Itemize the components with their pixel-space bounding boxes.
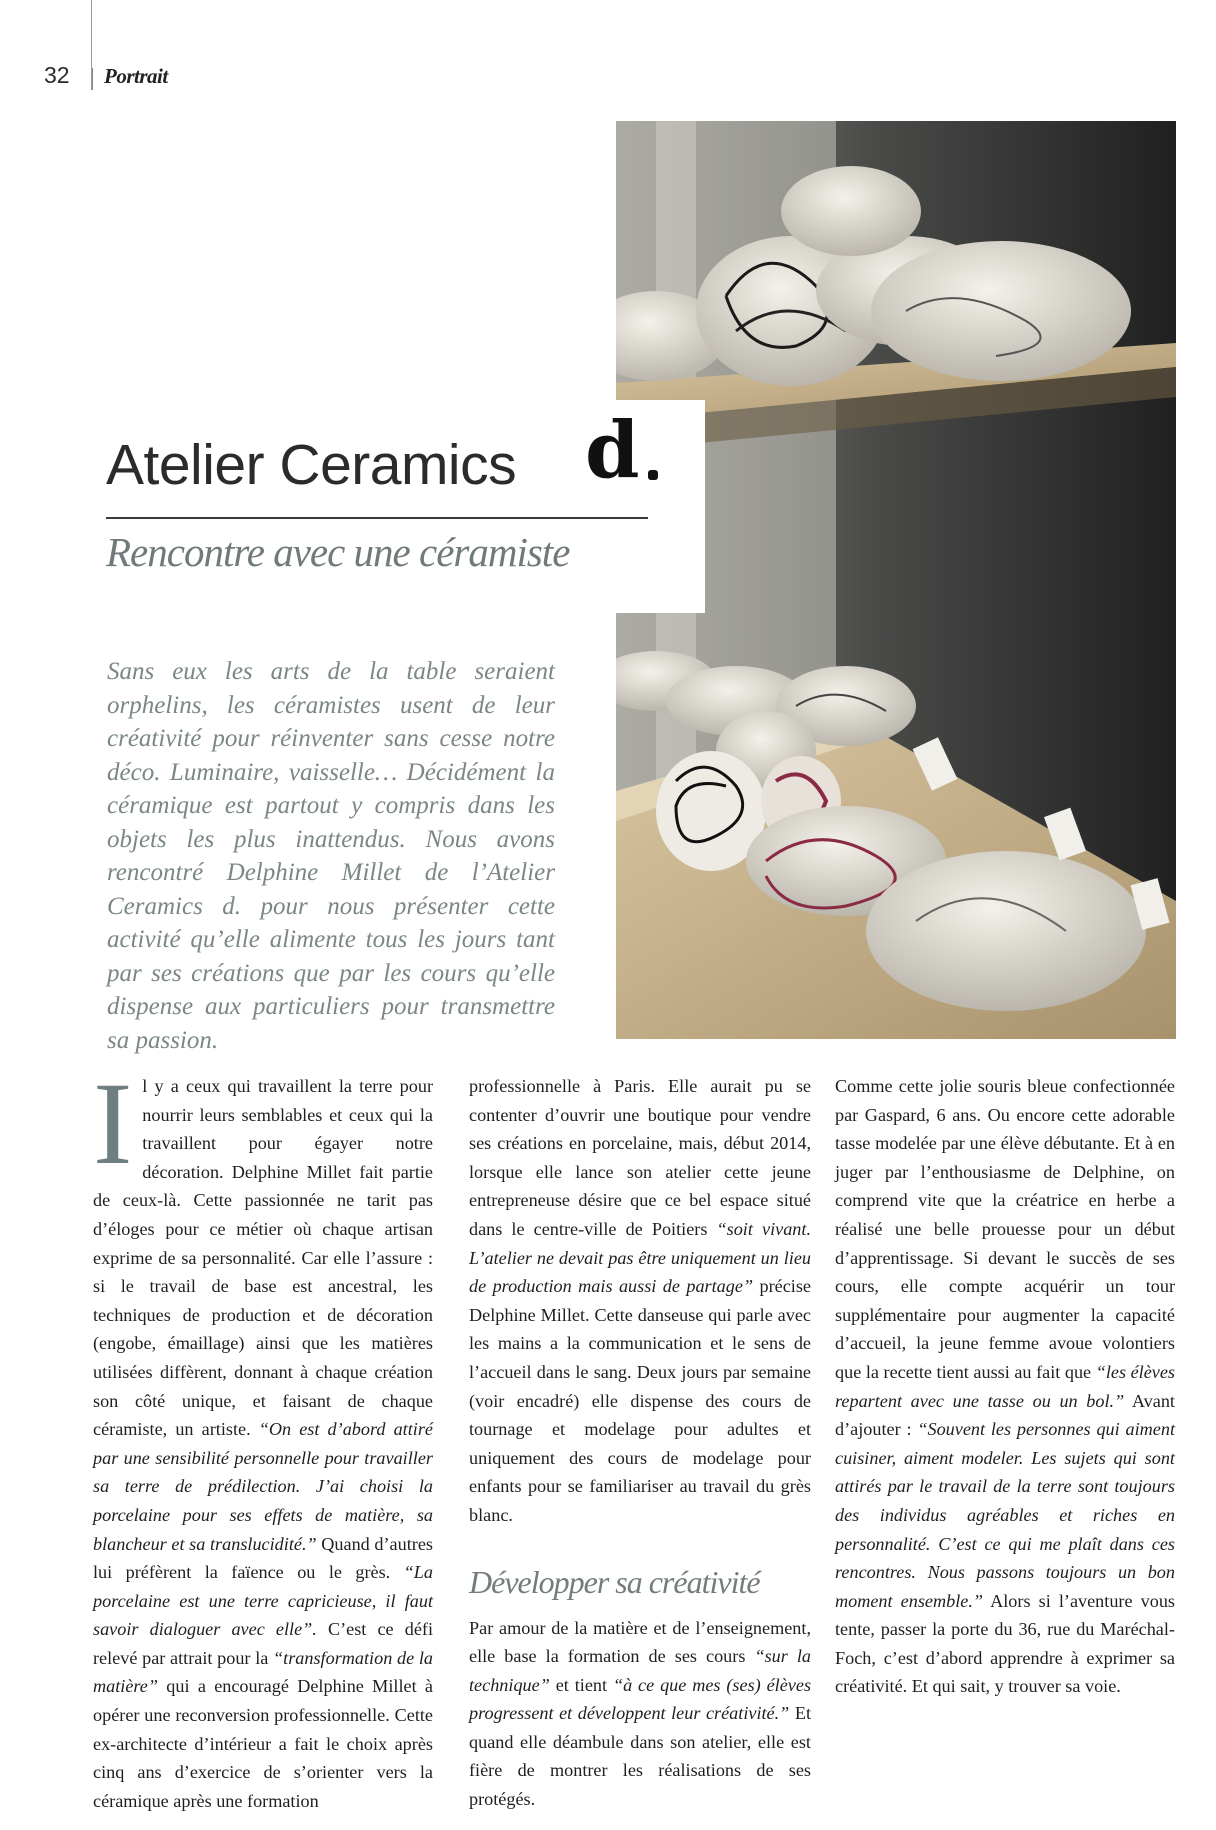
col3-quote-2: “Souvent les personnes qui aiment cuisiner, aiment modeler. Les sujets qui sont attirés par le travail de la terre sont toujours des individus agréables et riches en personnalité. C’est ce qui me plaît dans ces rencontres. Nous passons toujours un bon moment ensemble.” <box>835 1419 1176 1611</box>
article-title: Atelier Ceramics <box>106 433 517 497</box>
col2-text-4: et tient <box>555 1674 608 1695</box>
body-column-2 <box>469 1072 811 1814</box>
article-intro: Sans eux les arts de la table seraient orphelins, les céramistes usent de leur créativité pour réinventer sans cesse notre déco. Luminaire, vaisselle… Décidément la céramique est partout y compris dans les objets les plus inattendus. Nous avons rencontré Delphine Millet de l’Atelier Ceramics d. pour nous présenter cette activité qu’elle alimente tous les jours tant par ses créations que par les cours qu’elle dispense aux particuliers pour transmettre sa passion. <box>107 658 555 1054</box>
header-separator <box>92 68 93 90</box>
logo-dot <box>648 470 658 480</box>
col1-text-1: l y a ceux qui travaillent la terre pour nourrir leurs semblables et ceux qui la travaillent pour égayer notre décoration. Delphine Millet fait partie de ceux-là. Cette passionnée ne tarit pas d’éloges pour ce métier où chaque artisan exprime de sa personnalité. Car elle l’assure : si le travail de base est ancestral, les techniques de production et de décoration (engobe, émaillage) ainsi que les matières utilisées diffèrent, donnant à chaque création son côté unique, et faisant de chaque céramiste, un artiste. <box>93 1076 433 1440</box>
col1-quote-1: “On est d’abord attiré par une sensibilité personnelle pour travailler sa terre de prédilection. J’ai choisi la porcelaine pour ses effets de matière, sa blancheur et sa translucidité.” <box>93 1419 433 1554</box>
col2-text-3: Par amour de la matière et de l’enseignement, elle base la formation de ses cours <box>469 1617 811 1667</box>
col2-quote-1: “soit vivant. L’atelier ne devait pas être uniquement un lieu de production mais aussi de partage” <box>469 1218 811 1297</box>
section-label: Portrait <box>104 64 168 88</box>
col2-text-5: Et quand elle déambule dans son atelier, elle est fière de montrer les réalisations de ses protégés. <box>469 1703 811 1810</box>
logo-letter-d: d <box>585 405 640 496</box>
drop-cap: I <box>93 1058 133 1189</box>
title-rule <box>106 517 648 519</box>
col2-text-1: professionnelle à Paris. Elle aurait pu se contenter d’ouvrir une boutique pour vendre ses créations en porcelaine, mais, début 2014, lorsque elle lance son atelier cette jeune entrepreneuse désire que ce bel espace situé dans le centre-ville de Poitiers <box>469 1076 811 1239</box>
section-heading: Développer sa créativité <box>469 1563 760 1600</box>
col2-text-2: précise Delphine Millet. Cette danseuse qui parle avec les mains a la communication et le sens de l’accueil dans le sang. Deux jours par semaine (voir encadré) elle dispense des cours de tournage et modelage pour adultes et uniquement des cours de modelage pour enfants pour se familiariser au travail du grès blanc. <box>469 1276 811 1525</box>
col1-quote-3: “transformation de la matière” <box>93 1647 433 1697</box>
col3-text-1: Comme cette jolie souris bleue confectionnée par Gaspard, 6 ans. Ou encore cette adorable tasse modelée par une élève débutante. Et à en juger par l’enthousiasme de Delphine, on comprend vite que la créatrice en herbe a réalisé une belle prouesse pour un début d’apprentissage. Si devant le succès de ses cours, elle compte acquérir un tour supplémentaire pour augmenter la capacité d’accueil, la jeune femme avoue volontiers que la recette tient aussi au fait que <box>835 1076 1175 1382</box>
col2-quote-2: “sur la technique” <box>469 1646 812 1695</box>
body-column-3 <box>835 1072 1175 1701</box>
col3-text-3: Alors si l’aventure vous tente, passer la porte du 36, rue du Maréchal-Foch, c’est d’abord apprendre à exprimer sa créativité. Et qui sait, y trouver sa voie. <box>835 1590 1176 1697</box>
col1-text-2: Quand d’autres lui préfèrent la faïence ou le grès. <box>93 1533 433 1583</box>
col3-text-2: Avant d’ajouter : <box>835 1390 1175 1440</box>
col3-quote-1: “les élèves repartent avec une tasse ou un bol.” <box>835 1361 1176 1411</box>
col1-text-3: C’est ce défi relevé par attrait pour la <box>93 1619 434 1668</box>
body-column-1 <box>93 1058 434 1815</box>
article-subtitle: Rencontre avec une céramiste <box>106 529 570 575</box>
col1-text-4: qui a encouragé Delphine Millet à opérer une reconversion professionnelle. Cette ex-architecte d’intérieur a fait le choix après cinq ans d’exercice de s’orienter vers la céramique après une formation <box>93 1676 433 1811</box>
col1-quote-2: “La porcelaine est une terre capricieuse, il faut savoir dialoguer avec elle”. <box>93 1562 433 1640</box>
col2-quote-3: “à ce que mes (ses) élèves progressent et développent leur créativité.” <box>469 1674 812 1724</box>
page-number: 32 <box>44 62 70 88</box>
